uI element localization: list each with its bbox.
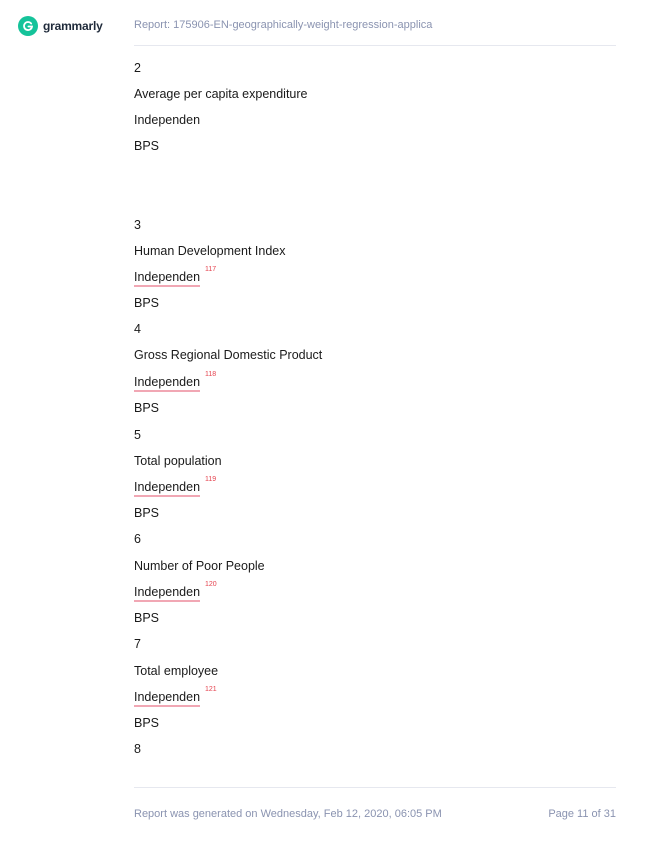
- text-line: BPS: [134, 401, 160, 415]
- text-line: Average per capita expenditure: [134, 87, 308, 101]
- flagged-text[interactable]: Independen: [134, 480, 200, 497]
- flagged-line[interactable]: [134, 476, 217, 497]
- flagged-text[interactable]: Independen: [134, 375, 200, 392]
- text-line: Human Development Index: [134, 244, 286, 258]
- text-line: Number of Poor People: [134, 559, 265, 573]
- text-line: Total population: [134, 454, 222, 468]
- flagged-line[interactable]: [134, 686, 217, 707]
- text-line: BPS: [134, 296, 160, 310]
- flagged-text[interactable]: Independen: [134, 585, 200, 602]
- issue-number: 121: [205, 686, 217, 693]
- text-line: BPS: [134, 139, 160, 153]
- report-title: Report: 175906-EN-geographically-weight-regression-applica: [134, 19, 433, 31]
- flagged-line[interactable]: [134, 371, 217, 392]
- text-line: Gross Regional Domestic Product: [134, 348, 323, 362]
- text-line: Total employee: [134, 664, 219, 678]
- text-line: BPS: [134, 506, 160, 520]
- flagged-line[interactable]: [134, 266, 217, 287]
- text-line: 5: [134, 428, 141, 442]
- issue-number: 118: [205, 371, 217, 378]
- flagged-text[interactable]: Independen: [134, 270, 200, 287]
- text-line: Independen: [134, 113, 201, 127]
- issue-number: 120: [205, 581, 217, 588]
- text-line: BPS: [134, 611, 160, 625]
- grammarly-logo: [18, 16, 103, 36]
- text-line: 8: [134, 742, 141, 756]
- text-line: 7: [134, 637, 141, 651]
- text-line: 3: [134, 218, 141, 232]
- page-number: Page 11 of 31: [548, 808, 616, 820]
- issue-number: 119: [205, 476, 217, 483]
- header-divider: [134, 45, 616, 46]
- flagged-line[interactable]: [134, 581, 217, 602]
- text-line: 2: [134, 61, 141, 75]
- issue-number: 117: [205, 266, 217, 273]
- text-line: BPS: [134, 716, 160, 730]
- text-line: 4: [134, 322, 141, 336]
- brand-name: grammarly: [43, 19, 103, 33]
- flagged-text[interactable]: Independen: [134, 690, 200, 707]
- grammarly-g-icon: [18, 16, 38, 36]
- footer-divider: [134, 787, 616, 788]
- report-generated-date: Report was generated on Wednesday, Feb 12, 2020, 06:05 PM: [134, 808, 442, 820]
- text-line: 6: [134, 532, 141, 546]
